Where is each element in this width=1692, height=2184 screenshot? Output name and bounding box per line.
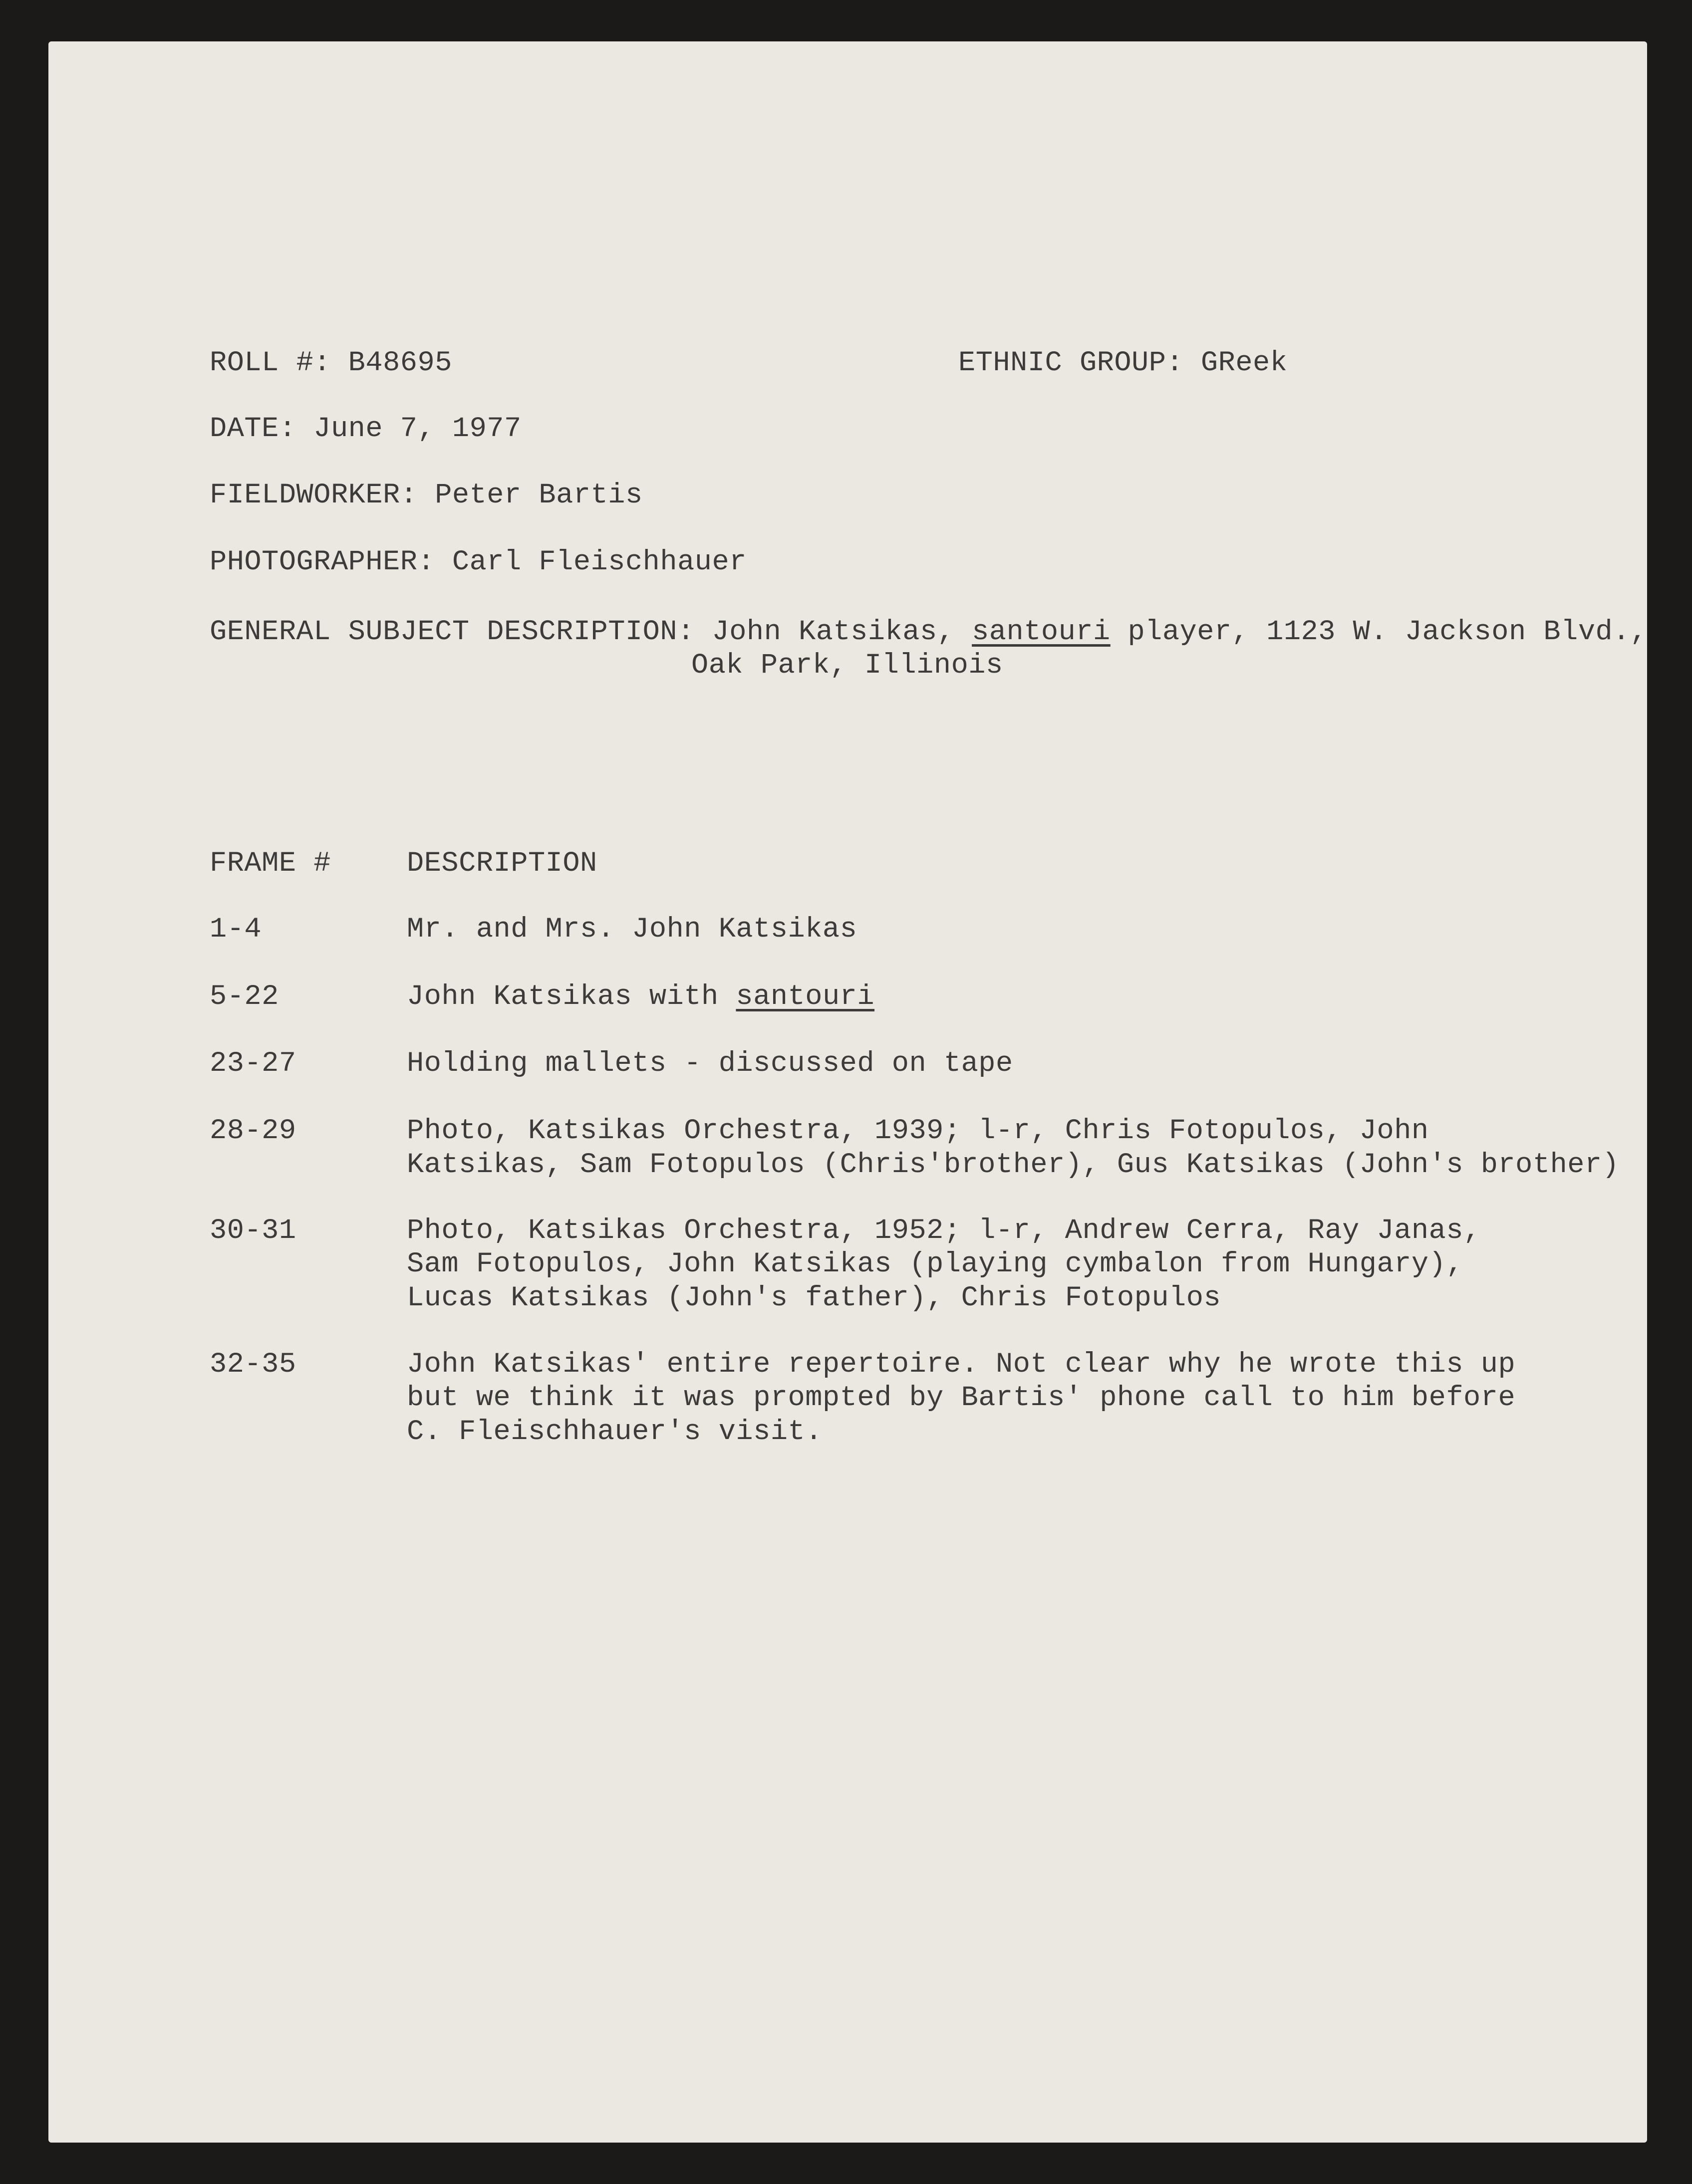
frame-number: 30-31 — [210, 1215, 296, 1247]
description-column-header: DESCRIPTION — [407, 848, 597, 880]
frame-column-header: FRAME # — [210, 848, 331, 880]
underlined-term: santouri — [736, 981, 875, 1013]
frame-description-line: but we think it was prompted by Bartis' phone call to him before — [407, 1382, 1516, 1414]
frame-number: 5-22 — [210, 981, 279, 1013]
general-subject-underlined-term: santouri — [972, 616, 1111, 648]
roll-label: ROLL #: — [210, 347, 331, 379]
frame-description-line: Lucas Katsikas (John's father), Chris Fotopulos — [407, 1282, 1221, 1314]
general-subject-field — [210, 615, 1648, 649]
frame-description: Mr. and Mrs. John Katsikas — [407, 914, 857, 946]
frame-description-line: C. Fleischhauer's visit. — [407, 1416, 823, 1448]
date-field — [210, 412, 522, 446]
date-label: DATE: — [210, 413, 296, 445]
frame-description-line: Photo, Katsikas Orchestra, 1952; l-r, Andrew Cerra, Ray Janas, — [407, 1215, 1481, 1247]
photographer-value: Carl Fleischhauer — [452, 546, 747, 578]
frame-description-line: Sam Fotopulos, John Katsikas (playing cymbalon from Hungary), — [407, 1248, 1464, 1280]
frame-description — [407, 980, 874, 1014]
general-subject-line2: Oak Park, Illinois — [691, 650, 1003, 682]
frame-number: 32-35 — [210, 1349, 296, 1381]
photographer-field — [210, 545, 747, 579]
frame-description-text: John Katsikas with — [407, 981, 719, 1013]
general-subject-label: GENERAL SUBJECT DESCRIPTION: — [210, 616, 695, 648]
fieldworker-field — [210, 479, 643, 512]
general-subject-line1-post: player, 1123 W. Jackson Blvd., — [1128, 616, 1648, 648]
roll-value: B48695 — [348, 347, 452, 379]
frame-description: Holding mallets - discussed on tape — [407, 1048, 1013, 1080]
fieldworker-label: FIELDWORKER: — [210, 480, 418, 511]
photographer-label: PHOTOGRAPHER: — [210, 546, 435, 578]
frame-description-line: John Katsikas' entire repertoire. Not clear why he wrote this up — [407, 1349, 1516, 1381]
roll-field — [210, 346, 452, 380]
frame-number: 28-29 — [210, 1115, 296, 1147]
ethnic-group-value: GReek — [1200, 347, 1288, 379]
date-value: June 7, 1977 — [313, 413, 522, 445]
fieldworker-value: Peter Bartis — [435, 480, 643, 511]
general-subject-line1-pre: John Katsikas, — [712, 616, 955, 648]
ethnic-group-label: ETHNIC GROUP: — [958, 347, 1184, 379]
frame-description-line: Katsikas, Sam Fotopulos (Chris'brother), Gus Katsikas (John's brother) — [407, 1149, 1620, 1181]
ethnic-group-field — [958, 346, 1287, 380]
frame-number: 23-27 — [210, 1048, 296, 1080]
frame-number: 1-4 — [210, 914, 262, 946]
frame-description-line: Photo, Katsikas Orchestra, 1939; l-r, Chris Fotopulos, John — [407, 1115, 1429, 1147]
